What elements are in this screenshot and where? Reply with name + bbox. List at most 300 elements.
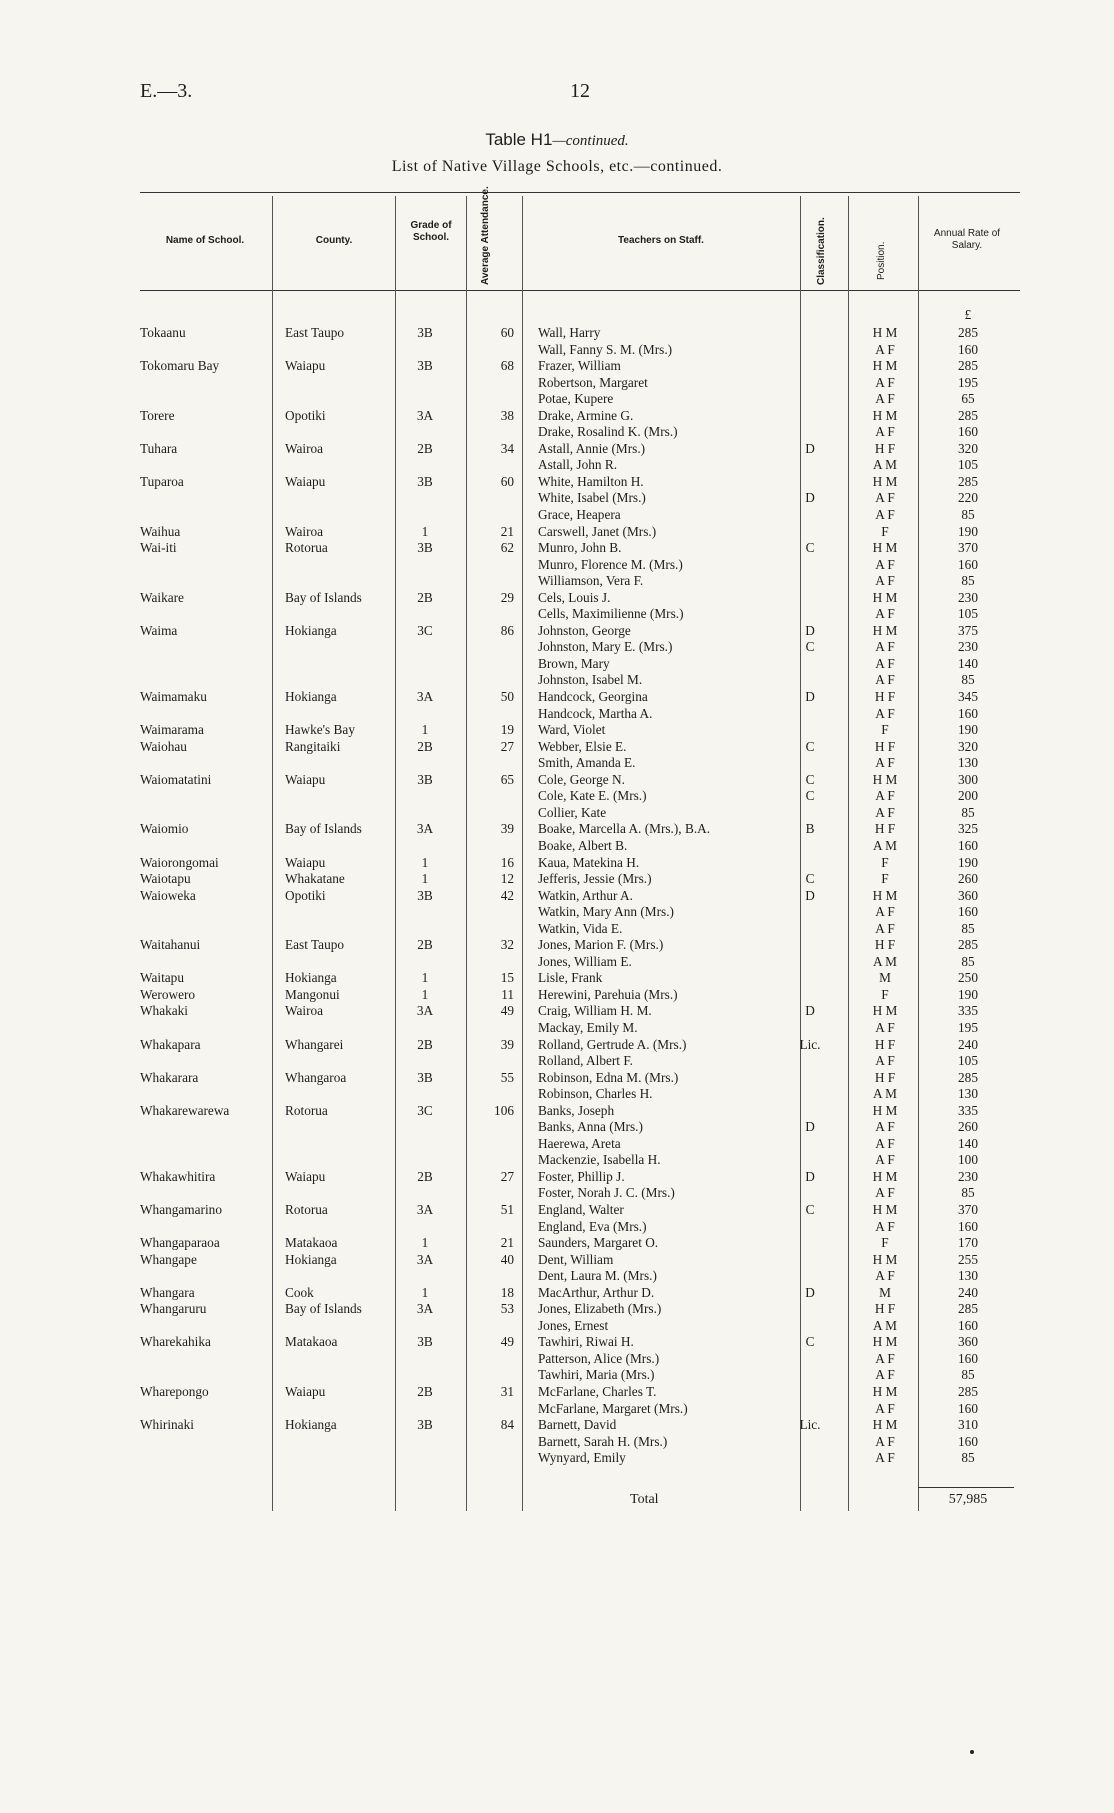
table-row [0, 1053, 1114, 1070]
teacher-name: Dent, Laura M. (Mrs.) [538, 1268, 657, 1284]
table-row [0, 871, 1114, 888]
teacher-classification: C [805, 788, 815, 804]
table-row [0, 1351, 1114, 1368]
school-name: Waiomatatini [140, 771, 212, 787]
school-name: Whangaruru [140, 1301, 207, 1317]
annual-salary: 85 [961, 953, 975, 969]
teacher-name: England, Walter [538, 1201, 624, 1217]
annual-salary: 285 [958, 1069, 978, 1085]
teacher-name: Tawhiri, Riwai H. [538, 1334, 634, 1350]
annual-salary: 160 [958, 1317, 978, 1333]
teacher-name: Mackenzie, Isabella H. [538, 1152, 661, 1168]
annual-salary: 160 [958, 1218, 978, 1234]
county-name: Wairoa [285, 1003, 324, 1019]
annual-salary: 345 [958, 689, 978, 705]
annual-salary: 300 [958, 771, 978, 787]
teacher-name: Jefferis, Jessie (Mrs.) [538, 871, 652, 887]
table-row [0, 490, 1114, 507]
average-attendance: 21 [500, 1235, 514, 1251]
table-row [0, 557, 1114, 574]
table-title [0, 130, 1114, 150]
county-name: Opotiki [285, 407, 326, 423]
teacher-name: Robertson, Margaret [538, 374, 648, 390]
annual-salary: 285 [958, 407, 978, 423]
average-attendance: 51 [500, 1201, 514, 1217]
annual-salary: 195 [958, 1019, 978, 1035]
annual-salary: 170 [958, 1235, 978, 1251]
annual-salary: 85 [961, 1185, 975, 1201]
teacher-position: A F [875, 1185, 895, 1201]
teacher-position: A F [875, 705, 895, 721]
column-header-salary: Annual Rate of Salary. [933, 228, 1001, 251]
school-grade: 3A [416, 689, 434, 705]
average-attendance: 60 [500, 473, 514, 489]
annual-salary: 140 [958, 655, 978, 671]
table-row [0, 474, 1114, 491]
table-row [0, 1086, 1114, 1103]
average-attendance: 49 [500, 1003, 514, 1019]
teacher-classification: D [805, 887, 815, 903]
table-row [0, 656, 1114, 673]
top-rule [140, 192, 1020, 193]
annual-salary: 85 [961, 920, 975, 936]
county-name: Hokianga [285, 970, 337, 986]
page-number: 12 [570, 80, 590, 102]
county-name: Waiapu [285, 1384, 326, 1399]
table-row [0, 1003, 1114, 1020]
average-attendance: 65 [500, 771, 514, 787]
column-header-classification: Classification. [816, 217, 827, 285]
teacher-position: A F [875, 1152, 895, 1168]
teacher-name: Barnett, David [538, 1417, 617, 1433]
school-grade: 3B [417, 540, 433, 556]
table-row [0, 987, 1114, 1004]
table-row [0, 639, 1114, 656]
average-attendance: 11 [501, 986, 514, 1002]
annual-salary: 190 [958, 722, 978, 738]
school-name: Torere [140, 407, 175, 423]
teacher-name: Robinson, Charles H. [538, 1086, 653, 1102]
table-row [0, 1367, 1114, 1384]
school-name: Waiohau [140, 738, 187, 754]
table-row [0, 1020, 1114, 1037]
annual-salary: 160 [958, 341, 978, 357]
table-row [0, 805, 1114, 822]
teacher-position: H M [872, 622, 898, 638]
school-grade: 1 [421, 722, 429, 738]
school-name: Waihua [140, 523, 181, 539]
teacher-position: H M [872, 407, 898, 423]
teacher-position: A F [875, 755, 895, 771]
teacher-position: A M [872, 837, 898, 853]
school-name: Tuparoa [140, 473, 184, 489]
table-row [0, 672, 1114, 689]
teacher-name: Grace, Heapera [538, 507, 621, 523]
annual-salary: 190 [958, 854, 978, 870]
table-row [0, 1152, 1114, 1169]
school-name: Whakapara [140, 1036, 201, 1052]
school-name: Tuhara [140, 440, 178, 456]
teacher-name: Johnston, Isabel M. [538, 672, 643, 688]
county-name: Opotiki [285, 887, 326, 903]
teacher-name: Robinson, Edna M. (Mrs.) [538, 1069, 679, 1085]
teacher-name: Ward, Violet [538, 722, 606, 738]
average-attendance: 19 [500, 722, 514, 738]
teacher-name: White, Hamilton H. [538, 473, 644, 489]
teacher-position: A F [875, 639, 895, 655]
teacher-position: H F [874, 1069, 896, 1085]
teacher-classification: C [805, 1334, 815, 1350]
annual-salary: 190 [958, 986, 978, 1002]
school-name: Whakarara [140, 1069, 199, 1085]
average-attendance: 27 [500, 738, 514, 754]
school-name: Waima [140, 622, 178, 638]
teacher-name: Johnston, George [538, 622, 631, 638]
teacher-position: H F [874, 738, 896, 754]
teacher-classification: C [805, 738, 815, 754]
teacher-position: F [881, 871, 889, 887]
teacher-name: Barnett, Sarah H. (Mrs.) [538, 1433, 668, 1449]
table-row [0, 1401, 1114, 1418]
school-name: Waioweka [140, 887, 196, 903]
teacher-name: Cels, Louis J. [538, 589, 611, 605]
school-grade: 3A [416, 407, 434, 423]
teacher-position: A F [875, 804, 895, 820]
teacher-name: Watkin, Vida E. [538, 920, 623, 936]
teacher-position: A F [875, 374, 895, 390]
average-attendance: 18 [500, 1284, 514, 1300]
average-attendance: 31 [500, 1384, 514, 1399]
table-row [0, 1103, 1114, 1120]
average-attendance: 34 [500, 440, 514, 456]
table-row [0, 441, 1114, 458]
school-grade: 3B [417, 358, 433, 374]
annual-salary: 160 [958, 837, 978, 853]
currency-symbol: £ [964, 307, 972, 322]
teacher-position: A F [875, 573, 895, 589]
teacher-position: A F [875, 1400, 895, 1416]
county-name: Rangitaiki [285, 738, 341, 754]
county-name: Whangarei [285, 1036, 344, 1052]
table-row [0, 722, 1114, 739]
annual-salary: 360 [958, 1334, 978, 1350]
teacher-name: Wall, Fanny S. M. (Mrs.) [538, 341, 673, 357]
annual-salary: 105 [958, 1053, 978, 1069]
teacher-position: A F [875, 1218, 895, 1234]
table-row [0, 1252, 1114, 1269]
annual-salary: 85 [961, 573, 975, 589]
school-grade: 1 [421, 986, 429, 1002]
teacher-position: H M [872, 1251, 898, 1267]
annual-salary: 220 [958, 490, 978, 506]
teacher-position: A F [875, 920, 895, 936]
teacher-position: H M [872, 325, 898, 340]
annual-salary: 255 [958, 1251, 978, 1267]
county-name: Hawke's Bay [285, 722, 355, 738]
teacher-position: H F [874, 1301, 896, 1317]
teacher-name: Foster, Phillip J. [538, 1168, 625, 1184]
table-row [0, 1301, 1114, 1318]
table-row [0, 408, 1114, 425]
teacher-position: A F [875, 1433, 895, 1449]
teacher-name: Jones, Ernest [538, 1317, 609, 1333]
table-row [0, 1169, 1114, 1186]
teacher-name: Williamson, Vera F. [538, 573, 644, 589]
annual-salary: 160 [958, 424, 978, 440]
teacher-name: Potae, Kupere [538, 391, 614, 407]
county-name: Rotorua [285, 1201, 328, 1217]
teacher-name: Handcock, Georgina [538, 689, 648, 705]
school-grade: 1 [421, 970, 429, 986]
teacher-position: A F [875, 672, 895, 688]
annual-salary: 140 [958, 1135, 978, 1151]
school-grade: 3A [416, 1301, 434, 1317]
teacher-classification: D [805, 622, 815, 638]
teacher-position: A F [875, 424, 895, 440]
annual-salary: 85 [961, 1367, 975, 1383]
teacher-position: A F [875, 507, 895, 523]
school-name: Whirinaki [140, 1417, 194, 1433]
teacher-name: Saunders, Margaret O. [538, 1235, 659, 1251]
teacher-position: A M [872, 1086, 898, 1102]
table-row [0, 1136, 1114, 1153]
annual-salary: 285 [958, 473, 978, 489]
annual-salary: 85 [961, 1450, 975, 1466]
teacher-classification: C [805, 639, 815, 655]
teacher-position: H M [872, 1168, 898, 1184]
teacher-position: A F [875, 655, 895, 671]
table-row [0, 706, 1114, 723]
table-row [0, 1285, 1114, 1302]
average-attendance: 106 [494, 1102, 514, 1118]
table-row [0, 689, 1114, 706]
school-name: Waitahanui [140, 937, 201, 953]
table-row [0, 755, 1114, 772]
teacher-name: Munro, Florence M. (Mrs.) [538, 556, 683, 572]
county-name: Hokianga [285, 622, 337, 638]
annual-salary: 130 [958, 755, 978, 771]
teacher-position: A F [875, 606, 895, 622]
annual-salary: 335 [958, 1003, 978, 1019]
teacher-position: A F [875, 341, 895, 357]
school-grade: 2B [417, 738, 433, 754]
teacher-classification: C [805, 540, 815, 556]
county-name: Waiapu [285, 854, 326, 870]
teacher-position: F [881, 986, 889, 1002]
annual-salary: 285 [958, 358, 978, 374]
table-row [0, 507, 1114, 524]
teacher-name: Cole, Kate E. (Mrs.) [538, 788, 647, 804]
table-row [0, 921, 1114, 938]
teacher-position: H M [872, 887, 898, 903]
teacher-position: F [881, 854, 889, 870]
school-grade: 3B [417, 771, 433, 787]
teacher-position: H M [872, 1003, 898, 1019]
county-name: Rotorua [285, 1102, 328, 1118]
table-row [0, 855, 1114, 872]
school-name: Waiorongomai [140, 854, 219, 870]
average-attendance: 53 [500, 1301, 514, 1317]
teacher-name: McFarlane, Charles T. [538, 1384, 657, 1399]
teacher-position: A F [875, 1350, 895, 1366]
teacher-position: H M [872, 1334, 898, 1350]
teacher-position: H M [872, 1417, 898, 1433]
table-title-main: Table H1 [485, 130, 553, 149]
teacher-name: McFarlane, Margaret (Mrs.) [538, 1400, 688, 1416]
school-grade: 2B [417, 937, 433, 953]
teacher-name: Boake, Marcella A. (Mrs.), B.A. [538, 821, 711, 837]
teacher-name: Jones, Marion F. (Mrs.) [538, 937, 664, 953]
table-row [0, 1235, 1114, 1252]
total-label: Total [630, 1492, 659, 1507]
school-table-body [0, 325, 1114, 1467]
teacher-name: MacArthur, Arthur D. [538, 1284, 655, 1300]
table-row [0, 788, 1114, 805]
county-name: Bay of Islands [285, 1301, 362, 1317]
annual-salary: 85 [961, 507, 975, 523]
teacher-classification: D [805, 1284, 815, 1300]
average-attendance: 27 [500, 1168, 514, 1184]
teacher-position: H M [872, 1384, 898, 1399]
teacher-position: H M [872, 358, 898, 374]
annual-salary: 285 [958, 325, 978, 340]
table-row [0, 1334, 1114, 1351]
annual-salary: 310 [958, 1417, 978, 1433]
annual-salary: 240 [958, 1036, 978, 1052]
teacher-name: Handcock, Martha A. [538, 705, 653, 721]
annual-salary: 375 [958, 622, 978, 638]
teacher-position: M [879, 1284, 891, 1300]
teacher-name: White, Isabel (Mrs.) [538, 490, 646, 506]
teacher-name: Boake, Albert B. [538, 837, 628, 853]
county-name: Waiapu [285, 473, 326, 489]
school-name: Whangamarino [140, 1201, 222, 1217]
annual-salary: 105 [958, 457, 978, 473]
teacher-classification: C [805, 1201, 815, 1217]
county-name: Hokianga [285, 1251, 337, 1267]
teacher-name: Munro, John B. [538, 540, 622, 556]
teacher-name: Kaua, Matekina H. [538, 854, 640, 870]
school-grade: 3C [417, 622, 433, 638]
average-attendance: 55 [500, 1069, 514, 1085]
school-name: Waitapu [140, 970, 184, 986]
table-row [0, 937, 1114, 954]
school-grade: 1 [421, 1235, 429, 1251]
teacher-position: A F [875, 1268, 895, 1284]
total-value: 57,985 [948, 1492, 988, 1507]
annual-salary: 360 [958, 887, 978, 903]
teacher-classification: C [805, 771, 815, 787]
school-grade: 3B [417, 473, 433, 489]
teacher-position: A F [875, 556, 895, 572]
school-name: Werowero [140, 986, 196, 1002]
annual-salary: 85 [961, 804, 975, 820]
teacher-position: A F [875, 1450, 895, 1466]
teacher-position: A F [875, 490, 895, 506]
teacher-classification: Lic. [799, 1036, 821, 1052]
school-grade: 3B [417, 887, 433, 903]
school-name: Whangara [140, 1284, 195, 1300]
teacher-position: H M [872, 589, 898, 605]
teacher-name: Jones, William E. [538, 953, 632, 969]
average-attendance: 50 [500, 689, 514, 705]
school-grade: 3A [416, 821, 434, 837]
table-row [0, 838, 1114, 855]
table-row [0, 606, 1114, 623]
school-grade: 2B [417, 589, 433, 605]
annual-salary: 325 [958, 821, 978, 837]
teacher-position: H M [872, 771, 898, 787]
county-name: East Taupo [285, 325, 345, 340]
county-name: Waiapu [285, 771, 326, 787]
annual-salary: 160 [958, 904, 978, 920]
average-attendance: 32 [500, 937, 514, 953]
teacher-name: Lisle, Frank [538, 970, 603, 986]
teacher-name: Drake, Armine G. [538, 407, 634, 423]
school-name: Wharepongo [140, 1384, 209, 1399]
school-grade: 3C [417, 1102, 433, 1118]
school-grade: 1 [421, 871, 429, 887]
table-row [0, 573, 1114, 590]
teacher-classification: D [805, 1119, 815, 1135]
county-name: Wairoa [285, 440, 324, 456]
school-grade: 2B [417, 1036, 433, 1052]
county-name: Whangaroa [285, 1069, 347, 1085]
average-attendance: 12 [500, 871, 514, 887]
annual-salary: 230 [958, 589, 978, 605]
annual-salary: 100 [958, 1152, 978, 1168]
table-row [0, 1070, 1114, 1087]
annual-salary: 320 [958, 738, 978, 754]
table-row [0, 342, 1114, 359]
school-grade: 2B [417, 440, 433, 456]
table-row [0, 325, 1114, 342]
teacher-position: A F [875, 391, 895, 407]
school-grade: 3A [416, 1251, 434, 1267]
school-grade: 3A [416, 1003, 434, 1019]
teacher-name: Craig, William H. M. [538, 1003, 652, 1019]
annual-salary: 320 [958, 440, 978, 456]
teacher-name: Brown, Mary [538, 655, 610, 671]
teacher-name: Jones, Elizabeth (Mrs.) [538, 1301, 662, 1317]
annual-salary: 160 [958, 1433, 978, 1449]
table-row [0, 888, 1114, 905]
teacher-classification: D [805, 689, 815, 705]
teacher-position: A F [875, 1019, 895, 1035]
table-row [0, 457, 1114, 474]
teacher-classification: Lic. [799, 1417, 821, 1433]
school-name: Waimamaku [140, 689, 207, 705]
county-name: Waiapu [285, 1168, 326, 1184]
average-attendance: 40 [500, 1251, 514, 1267]
teacher-name: Carswell, Janet (Mrs.) [538, 523, 657, 539]
table-row [0, 1037, 1114, 1054]
school-name: Waiotapu [140, 871, 191, 887]
average-attendance: 21 [500, 523, 514, 539]
table-row [0, 1417, 1114, 1434]
teacher-position: M [879, 970, 891, 986]
table-row [0, 772, 1114, 789]
annual-salary: 65 [961, 391, 975, 407]
county-name: Cook [285, 1284, 314, 1300]
teacher-name: Astall, Annie (Mrs.) [538, 440, 646, 456]
table-row [0, 590, 1114, 607]
table-row [0, 623, 1114, 640]
teacher-name: Herewini, Parehuia (Mrs.) [538, 986, 678, 1002]
teacher-position: A F [875, 1053, 895, 1069]
annual-salary: 130 [958, 1268, 978, 1284]
annual-salary: 85 [961, 672, 975, 688]
